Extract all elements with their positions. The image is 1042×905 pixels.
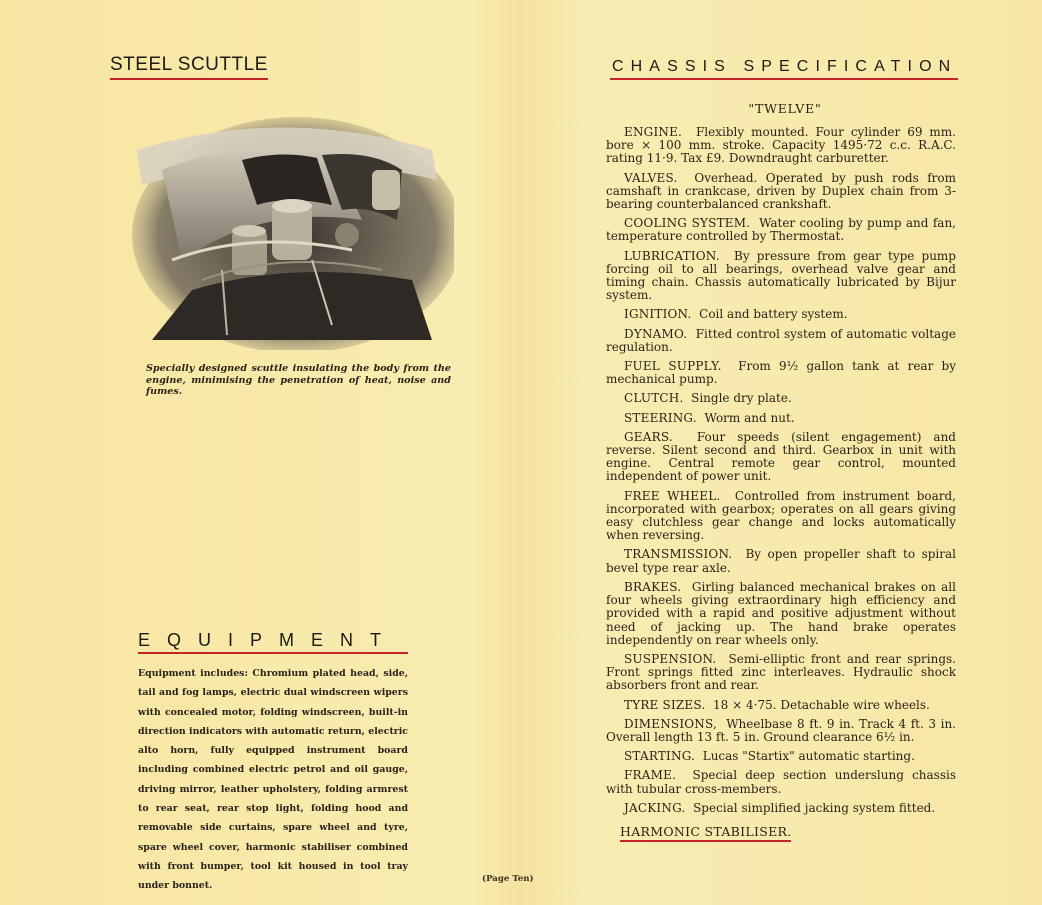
spec-text: Four speeds (silent engagement) and reverse. Silent second and third. Gearbox in unit with engine. Central remote gear control, mounted independent of power unit. [606,429,956,484]
spec-key: BRAKES. [624,579,682,594]
spec-key: FRAME. [624,768,677,783]
spec-item [606,328,956,354]
spec-item [606,360,956,386]
spec-text: Special deep section underslung chassis with tubular cross-members. [606,768,956,796]
spec-text: Special simplified jacking system fitted. [693,800,936,815]
spec-item [606,718,956,744]
spec-text: 18 × 4·75. Detachable wire wheels. [713,697,930,712]
spec-text: Controlled from instrument board, incorporated with gearbox; operates on all gears giving easy clutchless gear change and locks automatically when reversing. [606,488,956,543]
spec-item [606,308,956,321]
page-number: (Page Ten) [482,874,534,884]
spec-text: From 9½ gallon tank at rear by mechanical pump. [606,359,956,387]
spec-text: Worm and nut. [704,410,795,425]
spec-item [606,490,956,543]
spec-text: Wheelbase 8 ft. 9 in. Track 4 ft. 3 in. Overall length 13 ft. 5 in. Ground clearance 6½ in. [606,716,956,744]
spec-text: Lucas "Startix" automatic starting. [702,749,915,764]
right-column [600,0,960,905]
spec-item [606,699,956,712]
engine-illustration [132,110,454,350]
spec-text: Flexibly mounted. Four cylinder 69 mm. bore × 100 mm. stroke. Capacity 1495·72 c.c. R.A.C. rating 11·9. Tax £9. Downdraught carburetter. [606,125,956,166]
equipment-heading: EQUIPMENT [138,630,399,650]
spec-key: GEARS. [624,429,673,444]
spec-key: DYNAMO. [624,326,688,341]
spec-text: Semi-elliptic front and rear springs. Front springs fitted zinc interleaves. Hydraulic shock absorbers front and rear. [606,651,956,693]
steel-scuttle-heading: STEEL SCUTTLE [110,54,268,80]
spec-key: FUEL SUPPLY. [624,359,722,374]
chassis-underline [610,78,958,80]
spec-item [606,581,956,647]
spec-key: STARTING. [624,749,696,764]
spec-key: IGNITION. [624,307,692,322]
spec-item [606,548,956,574]
spec-item [606,653,956,693]
equipment-text: Equipment includes: Chromium plated head, side, tail and fog lamps, electric dual windscreen wipers with concealed motor, folding windscreen, built-in direction indicators with automatic return, electric alto horn, fully equipped instrument board including combined electric petrol and oil gauge, driving mirror, leather upholstery, folding armrest to rear seat, rear stop light, folding hood and removable side curtains, spare wheel and tyre, spare wheel cover, harmonic stabiliser combined with front bumper, tool kit housed in tool tray under bonnet. [138,668,408,892]
engine-scuttle-photo [132,110,454,350]
spec-key: LUBRICATION. [624,248,720,263]
spec-list [606,126,956,842]
spec-key: SUSPENSION. [624,651,717,666]
harmonic-stabiliser-heading: HARMONIC STABILISER. [620,824,791,842]
spec-key: VALVES. [624,170,678,185]
spec-text: By pressure from gear type pump forcing oil to all bearings, overhead valve gear and timing chain. Chassis automatically lubricated by Bijur system. [606,248,956,303]
spec-item [606,802,956,815]
spec-key: TRANSMISSION. [624,547,733,562]
spec-text: Fitted control system of automatic voltage regulation. [606,326,956,354]
spec-item [606,217,956,243]
spec-key: JACKING. [624,800,686,815]
left-column [110,0,450,905]
spec-item [606,750,956,763]
spec-item [606,769,956,795]
spec-key: FREE WHEEL. [624,488,721,503]
spec-key: STEERING. [624,410,697,425]
spec-key: TYRE SIZES. [624,697,706,712]
spec-key: DIMENSIONS, [624,716,718,731]
spec-text: Water cooling by pump and fan, temperature controlled by Thermostat. [606,216,956,244]
spec-text: Single dry plate. [691,391,792,406]
spec-key: ENGINE. [624,125,683,139]
spec-item [606,172,956,212]
equipment-underline [138,652,408,654]
spec-text: Overhead. Operated by push rods from camshaft in crankcase, driven by Duplex chain from 3-bearing counterbalanced crankshaft. [606,170,956,212]
spec-item [606,431,956,484]
spec-text: Coil and battery system. [699,307,848,322]
model-subtitle: "TWELVE" [748,101,822,116]
spec-item [606,412,956,425]
spec-item [606,126,956,166]
spec-item [606,250,956,303]
spec-text: By open propeller shaft to spiral bevel type rear axle. [606,547,956,575]
photo-caption: Specially designed scuttle insulating the body from the engine, minimising the penetration of heat, noise and fumes. [146,363,451,397]
spec-key: CLUTCH. [624,391,684,406]
chassis-specification-heading: CHASSIS SPECIFICATION [612,58,958,75]
spec-text: Girling balanced mechanical brakes on all four wheels giving extraordinary high efficiency and provided with a rapid and positive adjustment without need of jacking up. The hand brake operates independently on rear wheels only. [606,579,956,647]
spec-key: COOLING SYSTEM. [624,216,751,231]
spec-item [606,392,956,405]
